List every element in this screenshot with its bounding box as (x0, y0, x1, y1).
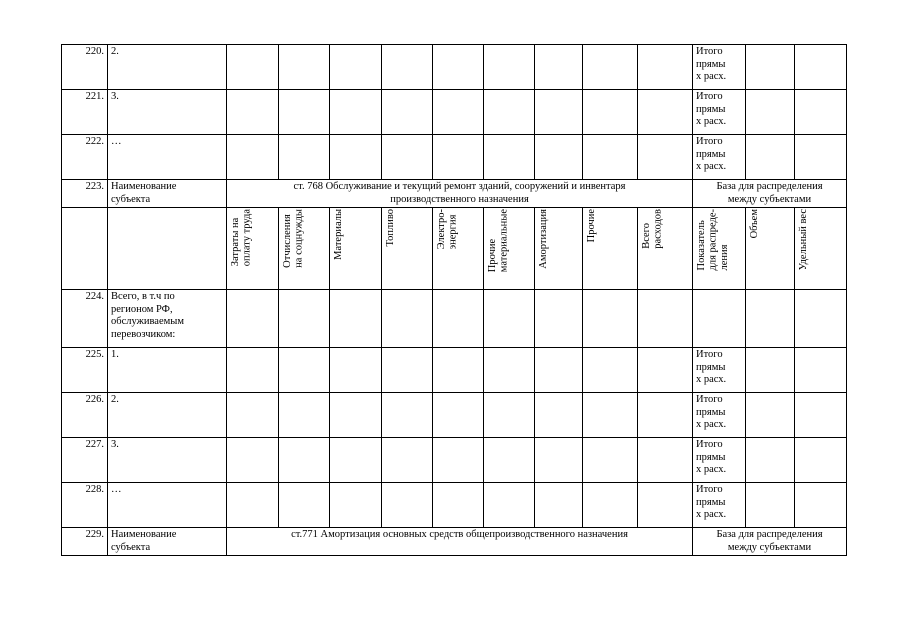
column-header (330, 208, 382, 290)
value-cell (583, 393, 638, 438)
value-cell (279, 290, 330, 348)
value-cell (382, 483, 433, 528)
section-header-row (62, 180, 847, 208)
value-cell (795, 483, 847, 528)
value-cell (227, 45, 279, 90)
value-cell (535, 483, 583, 528)
table-row (62, 135, 847, 180)
subject-name-cell: Наименование субъекта (108, 528, 227, 556)
value-cell (279, 45, 330, 90)
value-cell (279, 393, 330, 438)
value-cell (279, 90, 330, 135)
value-cell (330, 90, 382, 135)
itogo-cell: Итого прямы х расх. (693, 45, 746, 90)
column-header (279, 208, 330, 290)
value-cell (330, 290, 382, 348)
value-cell (227, 483, 279, 528)
value-cell (795, 290, 847, 348)
cost-allocation-table (61, 44, 847, 556)
value-cell (330, 135, 382, 180)
value-cell (279, 135, 330, 180)
row-label (108, 208, 227, 290)
row-number: 220. (62, 45, 108, 90)
value-cell (484, 45, 535, 90)
article-title-cell: ст. 768 Обслуживание и текущий ремонт зданий, сооружений и инвентаря производственного назначения (227, 180, 693, 208)
value-cell (484, 348, 535, 393)
base-column-header (746, 208, 795, 290)
value-cell (638, 290, 693, 348)
column-header-label: Всего расходов (641, 209, 664, 249)
column-header-label: Прочие (586, 209, 597, 243)
value-cell (382, 90, 433, 135)
column-header-label: Топливо (385, 209, 396, 247)
value-cell (433, 393, 484, 438)
subject-name-cell: Наименование субъекта (108, 180, 227, 208)
value-cell (535, 290, 583, 348)
value-cell (484, 438, 535, 483)
value-cell (746, 438, 795, 483)
value-cell (693, 290, 746, 348)
value-cell (638, 483, 693, 528)
value-cell (535, 90, 583, 135)
column-header-label: Отчисления на соцнужды (282, 209, 305, 268)
value-cell (227, 348, 279, 393)
table-row (62, 290, 847, 348)
value-cell (484, 90, 535, 135)
value-cell (330, 393, 382, 438)
value-cell (583, 45, 638, 90)
value-cell (795, 438, 847, 483)
value-cell (795, 393, 847, 438)
value-cell (638, 438, 693, 483)
value-cell (583, 483, 638, 528)
row-number: 224. (62, 290, 108, 348)
value-cell (583, 438, 638, 483)
value-cell (484, 393, 535, 438)
column-header-label: Материалы (333, 209, 344, 260)
value-cell (484, 290, 535, 348)
value-cell (279, 483, 330, 528)
base-column-header (795, 208, 847, 290)
table-row (62, 90, 847, 135)
table-row (62, 348, 847, 393)
value-cell (795, 45, 847, 90)
row-number (62, 208, 108, 290)
value-cell (227, 393, 279, 438)
value-cell (535, 438, 583, 483)
value-cell (795, 90, 847, 135)
value-cell (583, 135, 638, 180)
row-number: 223. (62, 180, 108, 208)
value-cell (484, 483, 535, 528)
value-cell (535, 45, 583, 90)
itogo-cell: Итого прямы х расх. (693, 135, 746, 180)
base-column-label: Показатель для распреде- ления (696, 209, 730, 271)
value-cell (433, 90, 484, 135)
column-header (484, 208, 535, 290)
base-header-cell: База для распределения между субъектами (693, 180, 847, 208)
value-cell (795, 135, 847, 180)
value-cell (746, 135, 795, 180)
table-row (62, 393, 847, 438)
itogo-cell: Итого прямы х расх. (693, 438, 746, 483)
value-cell (638, 135, 693, 180)
row-number: 227. (62, 438, 108, 483)
row-label: 1. (108, 348, 227, 393)
row-label: 2. (108, 393, 227, 438)
value-cell (382, 45, 433, 90)
row-number: 221. (62, 90, 108, 135)
value-cell (433, 438, 484, 483)
row-label: Всего, в т.ч по регионом РФ, обслуживаемым перевозчиком: (108, 290, 227, 348)
value-cell (746, 90, 795, 135)
value-cell (583, 348, 638, 393)
base-column-header (693, 208, 746, 290)
value-cell (330, 438, 382, 483)
row-label: … (108, 135, 227, 180)
base-header-cell: База для распределения между субъектами (693, 528, 847, 556)
section-header-row (62, 528, 847, 556)
article-title-cell: ст.771 Амортизация основных средств общепроизводственного назначения (227, 528, 693, 556)
value-cell (227, 90, 279, 135)
table-row (62, 438, 847, 483)
value-cell (433, 483, 484, 528)
row-label: … (108, 483, 227, 528)
value-cell (638, 90, 693, 135)
value-cell (433, 135, 484, 180)
value-cell (382, 290, 433, 348)
value-cell (535, 135, 583, 180)
value-cell (638, 393, 693, 438)
column-header (382, 208, 433, 290)
value-cell (382, 438, 433, 483)
value-cell (535, 348, 583, 393)
column-header-label: Амортизация (538, 209, 549, 269)
value-cell (484, 135, 535, 180)
column-header (583, 208, 638, 290)
value-cell (638, 348, 693, 393)
value-cell (279, 348, 330, 393)
column-header (433, 208, 484, 290)
value-cell (433, 45, 484, 90)
value-cell (746, 348, 795, 393)
column-header (535, 208, 583, 290)
value-cell (330, 483, 382, 528)
column-header-label: Электро- энергия (436, 209, 459, 250)
itogo-cell: Итого прямы х расх. (693, 393, 746, 438)
value-cell (746, 290, 795, 348)
column-header (638, 208, 693, 290)
value-cell (433, 290, 484, 348)
row-number: 228. (62, 483, 108, 528)
itogo-cell: Итого прямы х расх. (693, 90, 746, 135)
itogo-cell: Итого прямы х расх. (693, 483, 746, 528)
value-cell (638, 45, 693, 90)
value-cell (279, 438, 330, 483)
row-label: 3. (108, 438, 227, 483)
value-cell (227, 438, 279, 483)
row-label: 2. (108, 45, 227, 90)
value-cell (535, 393, 583, 438)
value-cell (433, 348, 484, 393)
value-cell (583, 290, 638, 348)
value-cell (227, 135, 279, 180)
row-number: 229. (62, 528, 108, 556)
value-cell (382, 348, 433, 393)
value-cell (382, 135, 433, 180)
row-number: 226. (62, 393, 108, 438)
row-label: 3. (108, 90, 227, 135)
value-cell (330, 45, 382, 90)
table-row (62, 483, 847, 528)
table-row (62, 45, 847, 90)
value-cell (583, 90, 638, 135)
value-cell (382, 393, 433, 438)
value-cell (795, 348, 847, 393)
itogo-cell: Итого прямы х расх. (693, 348, 746, 393)
row-number: 222. (62, 135, 108, 180)
base-column-label: Удельный вес (798, 209, 809, 271)
value-cell (746, 393, 795, 438)
column-header-label: Затраты на оплату труда (230, 209, 253, 267)
value-cell (330, 348, 382, 393)
column-header (227, 208, 279, 290)
value-cell (746, 45, 795, 90)
base-column-label: Объем (749, 209, 760, 239)
row-number: 225. (62, 348, 108, 393)
value-cell (746, 483, 795, 528)
column-header-row (62, 208, 847, 290)
value-cell (227, 290, 279, 348)
column-header-label: Прочие материальные (487, 209, 510, 273)
